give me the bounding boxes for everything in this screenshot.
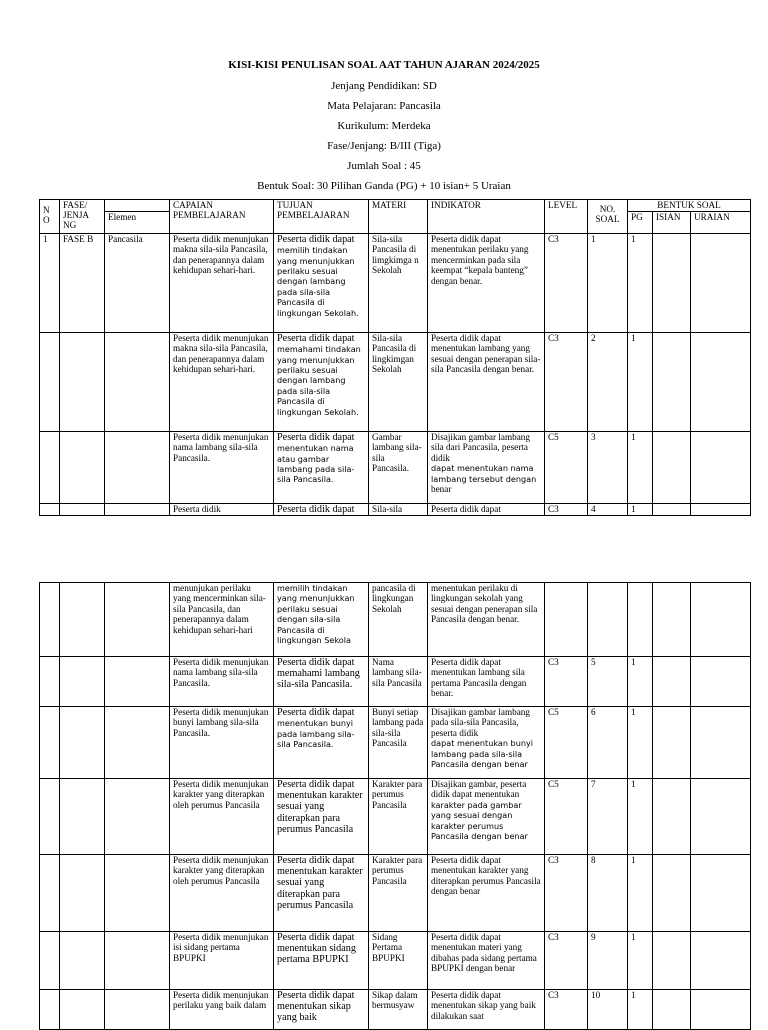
row-pg: 1 [628,707,653,779]
header-materi: MATERI [369,200,428,234]
header-line-fase: Fase/Jenjang: B/III (Tiga) [327,140,441,152]
row-elemen [105,504,170,516]
row-capaian: Peserta didik menunjukan nama lambang sila-sila Pancasila. [170,432,274,504]
row-elemen [105,333,170,432]
row-no-soal: 8 [588,855,628,932]
row-capaian: Peserta didik menunjukan isi sidang pertama BPUPKI [170,932,274,990]
table-header-row-1 [40,200,751,212]
kisi-kisi-table-page-1 [39,199,751,516]
row-capaian: Peserta didik menunjukan karakter yang diterapkan oleh perumus Pancasila [170,779,274,855]
row-materi: pancasila di lingkungan Sekolah [369,583,428,657]
row-indikator [428,432,545,504]
row-isian [653,932,691,990]
row-capaian: menunjukan perilaku yang mencerminkan sila-sila Pancasila, dan penerapannya dalam kehidupan sehari-hari [170,583,274,657]
row-uraian [691,779,751,855]
row-capaian: Peserta didik [170,504,274,516]
row-materi: Gambar lambang sila-sila Pancasila. [369,432,428,504]
row-no-soal: 5 [588,657,628,707]
document-title: KISI-KISI PENULISAN SOAL AAT TAHUN AJARAN 2024/2025 [228,59,540,71]
row-capaian: Peserta didik menunjukan perilaku yang baik dalam [170,990,274,1030]
row-tujuan: Peserta didik dapat menentukan sidang pertama BPUPKI [274,932,369,990]
row-tujuan [274,504,369,516]
row-capaian: Peserta didik menunjukan makna sila-sila Pancasila, dan penerapannya dalam kehidupan sehari-hari. [170,234,274,333]
row-level: C3 [545,932,588,990]
row-isian [653,779,691,855]
row-pg: 1 [628,432,653,504]
row-level: C3 [545,990,588,1030]
header-indikator: INDIKATOR [428,200,545,234]
header-fase: FASE/ JENJA NG [60,200,105,234]
header-level: LEVEL [545,200,588,234]
row-fase [60,707,105,779]
row-indikator: Peserta didik dapat [428,504,545,516]
row-tujuan [274,707,369,779]
row-indikator [428,707,545,779]
header-line-mapel: Mata Pelajaran: Pancasila [327,100,441,112]
row-no-soal: 1 [588,234,628,333]
row-materi: Bunyi setiap lambang pada sila-sila Pancasila [369,707,428,779]
row-uraian [691,932,751,990]
row-fase [60,855,105,932]
row-materi: Sila-sila Pancasila di lingkimgan Sekolah [369,333,428,432]
row-indikator: Peserta didik dapat menentukan sikap yang baik dilakukan saat [428,990,545,1030]
header-bentuk-soal: BENTUK SOAL [628,200,751,212]
table-row [40,707,751,779]
header-capaian: CAPAIAN PEMBELAJARAN [170,200,274,234]
row-tujuan: Peserta didik dapat menentukan karakter sesuai yang diterapkan para perumus Pancasila [274,779,369,855]
row-level [545,583,588,657]
row-indikator-lead: Disajikan gambar lambang sila dari Pancasila, peserta didik [431,432,530,463]
row-no-soal: 9 [588,932,628,990]
header-no-soal: NO. SOAL [588,200,628,234]
row-no-soal: 7 [588,779,628,855]
row-tujuan [274,234,369,333]
row-pg: 1 [628,504,653,516]
row-indikator [428,779,545,855]
table-row [40,333,751,432]
table-row [40,657,751,707]
row-no-soal [588,583,628,657]
table-row [40,779,751,855]
row-tujuan: memilih tindakan yang menunjukkan perilaku sesuai dengan sila-sila Pancasila di lingkungan Sekola [274,583,369,657]
header-line-jumlah-soal: Jumlah Soal : 45 [347,160,421,172]
table-row [40,855,751,932]
row-fase [60,432,105,504]
row-tujuan-rest: menentukan nama atau gambar lambang pada sila-sila Pancasila. [277,443,355,485]
row-tujuan [274,432,369,504]
row-elemen [105,779,170,855]
row-no-soal: 4 [588,504,628,516]
row-materi: Nama lambang sila-sila Pancasila [369,657,428,707]
row-capaian: Peserta didik menunjukan makna sila-sila Pancasila, dan penerapannya dalam kehidupan sehari-hari. [170,333,274,432]
table-row [40,432,751,504]
row-no [40,779,60,855]
row-level: C3 [545,333,588,432]
row-elemen [105,707,170,779]
row-tujuan: Peserta didik dapat menentukan karakter sesuai yang diterapkan para perumus Pancasila [274,855,369,932]
row-uraian [691,657,751,707]
row-fase [60,932,105,990]
row-pg: 1 [628,234,653,333]
row-isian [653,707,691,779]
row-level: C5 [545,707,588,779]
row-uraian [691,583,751,657]
row-isian [653,333,691,432]
row-tujuan-rest: memahami tindakan yang menunjukkan perilaku sesuai dengan lambang pada sila-sila Pancasila di lingkungan Sekolah. [277,344,361,417]
row-pg: 1 [628,333,653,432]
row-tujuan [274,333,369,432]
row-no [40,932,60,990]
row-fase [60,657,105,707]
row-pg: 1 [628,855,653,932]
row-tujuan-rest: memilih tindakan yang menunjukkan perilaku sesuai dengan lambang pada sila-sila Pancasila di lingkungan Sekolah. [277,245,359,318]
row-no-soal: 3 [588,432,628,504]
row-indikator: Peserta didik dapat menentukan lambang yang sesuai dengan penerapan sila-sila Pancasila dengan benar. [428,333,545,432]
row-elemen [105,932,170,990]
row-tujuan-lead: Peserta didik dapat [277,504,355,515]
row-no [40,657,60,707]
row-isian [653,657,691,707]
row-tujuan-lead: Peserta didik dapat [277,707,355,718]
row-elemen [105,657,170,707]
row-pg: 1 [628,932,653,990]
row-no [40,855,60,932]
header-uraian: URAIAN [691,212,751,234]
header-no: N O [40,200,60,234]
row-uraian [691,504,751,516]
row-indikator-lead: Disajikan gambar lambang pada sila-sila Pancasila, peserta didik [431,707,530,738]
row-elemen [105,855,170,932]
row-isian [653,432,691,504]
row-uraian [691,707,751,779]
table-row [40,504,751,516]
row-indikator-lead: Disajikan gambar, peserta didik dapat menentukan [431,779,527,800]
row-indikator-rest: dapat menentukan bunyi lambang pada sila-sila Pancasila dengan benar [431,738,533,770]
row-tujuan-lead: Peserta didik dapat [277,333,355,344]
row-materi: Sila-sila [369,504,428,516]
row-pg: 1 [628,779,653,855]
row-pg: 1 [628,990,653,1030]
row-materi: Sikap dalam bermusyaw [369,990,428,1030]
header-blank [105,200,170,212]
row-no [40,333,60,432]
row-indikator-rest: karakter pada gambar yang sesuai dengan karakter perumus Pancasila dengan benar [431,799,528,842]
row-level: C5 [545,432,588,504]
header-line-jenjang: Jenjang Pendidikan: SD [331,80,437,92]
row-indikator: Peserta didik dapat menentukan perilaku yang mencerminkan pada sila keempat “kepala banteng” dengan benar. [428,234,545,333]
row-no-soal: 10 [588,990,628,1030]
row-tujuan: Peserta didik dapat memahami lambang sila-sila Pancasila. [274,657,369,707]
row-fase [60,779,105,855]
row-fase [60,504,105,516]
header-elemen: Elemen [105,212,170,234]
row-indikator-tail: benar [431,484,452,495]
row-no-soal: 2 [588,333,628,432]
row-capaian: Peserta didik menunjukan bunyi lambang sila-sila Pancasila. [170,707,274,779]
row-elemen [105,583,170,657]
table-row [40,583,751,657]
row-no [40,707,60,779]
row-indikator: menentukan perilaku di lingkungan sekolah yang sesuai dengan penerapan sila Pancasila dengan benar. [428,583,545,657]
row-level: C3 [545,234,588,333]
kisi-kisi-table-page-2 [39,582,751,1030]
row-tujuan-lead: Peserta didik dapat [277,234,355,245]
row-capaian: Peserta didik menunjukan nama lambang sila-sila Pancasila. [170,657,274,707]
table-row [40,234,751,333]
row-elemen: Pancasila [105,234,170,333]
header-line-kurikulum: Kurikulum: Merdeka [337,120,431,132]
row-no [40,432,60,504]
row-capaian: Peserta didik menunjukan karakter yang diterapkan oleh perumus Pancasila [170,855,274,932]
row-uraian [691,333,751,432]
table-row [40,932,751,990]
row-tujuan-rest: menentukan bunyi pada lambang sila-sila Pancasila. [277,718,355,750]
row-pg [628,583,653,657]
row-materi: Sidang Pertama BPUPKI [369,932,428,990]
header-tujuan: TUJUAN PEMBELAJARAN [274,200,369,234]
row-indikator-rest: dapat menentukan nama lambang tersebut dengan [431,463,537,484]
row-fase [60,333,105,432]
row-tujuan: Peserta didik dapat menentukan sikap yang baik [274,990,369,1030]
row-elemen [105,432,170,504]
row-indikator: Peserta didik dapat menentukan materi yang dibahas pada sidang pertama BPUPKI dengan benar [428,932,545,990]
row-level: C3 [545,657,588,707]
row-fase: FASE B [60,234,105,333]
row-isian [653,234,691,333]
row-pg: 1 [628,657,653,707]
header-line-bentuk-soal: Bentuk Soal: 30 Pilihan Ganda (PG) + 10 isian+ 5 Uraian [257,180,511,192]
row-no [40,504,60,516]
row-fase [60,583,105,657]
row-level: C5 [545,779,588,855]
row-uraian [691,432,751,504]
row-no [40,583,60,657]
row-tujuan-lead: Peserta didik dapat [277,432,355,443]
row-level: C3 [545,855,588,932]
row-materi: Karakter para perumus Pancasila [369,855,428,932]
row-materi: Sila-sila Pancasila di limgkimga n Sekolah [369,234,428,333]
row-no-soal: 6 [588,707,628,779]
row-no: 1 [40,234,60,333]
row-materi: Karakter para perumus Pancasila [369,779,428,855]
header-pg: PG [628,212,653,234]
row-uraian [691,855,751,932]
row-level: C3 [545,504,588,516]
row-isian [653,855,691,932]
row-isian [653,583,691,657]
row-uraian [691,234,751,333]
row-isian [653,504,691,516]
row-indikator: Peserta didik dapat menentukan karakter yang diterapkan perumus Pancasila dengan benar [428,855,545,932]
header-isian: ISIAN [653,212,691,234]
row-indikator: Peserta didik dapat menentukan lambang sila pertama Pancasila dengan benar. [428,657,545,707]
